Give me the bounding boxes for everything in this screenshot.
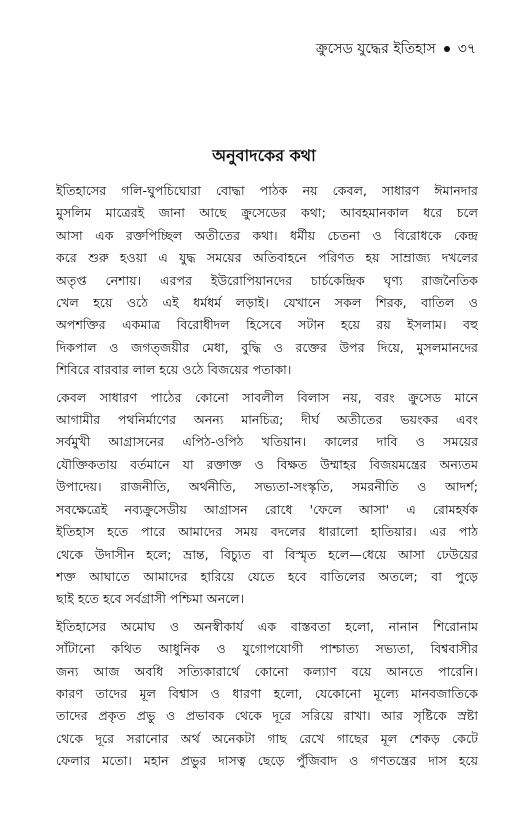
page-number: ৩৭ bbox=[457, 41, 476, 57]
text-line: করে শুরু হওয়া এ যুদ্ধ সময়ের অতিবাহনে পরিণত হয় সাম্রাজ্য দখলের bbox=[56, 250, 478, 266]
text-line: দিকপাল ও জগত্জয়ীর মেধা, বুদ্ধি ও রক্তের উপর দিয়ে, মুসলমানদের bbox=[56, 339, 478, 355]
text-line: থেকে দূরে সরানোর অর্থ অনেকটা গাছ রেখে গাছের মূল শেকড় কেটে bbox=[56, 730, 478, 746]
running-title: ক্রুসেড যুদ্ধের ইতিহাস bbox=[315, 41, 436, 57]
text-line: ফেলার মতো। মহান প্রভুর দাসত্ব ছেড়ে পুঁজিবাদ ও গণতন্ত্রের দাস হয়ে bbox=[56, 753, 478, 769]
text-line: সর্বমুখী আগ্রাসনের এপিঠ-ওপিঠ খতিয়ান। কালের দাবি ও সময়ের bbox=[56, 434, 478, 450]
paragraph-2 bbox=[56, 387, 478, 611]
text-line: ইতিহাসের অমোঘ ও অনস্বীকার্য এক বাস্তবতা হলো, নানান শিরোনাম bbox=[56, 618, 478, 634]
text-line: আগামীর পথনির্মাণের অনন্য মানচিত্র; দীর্ঘ অতীতের ভয়ংকর এবং bbox=[56, 412, 478, 428]
text-line: শিবিরে বারবার লাল হয়ে ওঠে বিজয়ের পতাকা। bbox=[56, 362, 292, 378]
text-line: ছাই হতে হবে সর্বগ্রাসী পশ্চিমা অনলে। bbox=[56, 591, 245, 607]
text-line: কারণ তাদের মূল বিশ্বাস ও ধারণা হলো, যেকোনো মূল্যে মানবজাতিকে bbox=[56, 685, 478, 701]
chapter-title: অনুবাদকের কথা bbox=[212, 146, 316, 165]
text-line: জন্য আজ অবধি সত্যিকারার্থে কোনো কল্যাণ বয়ে আনতে পারেনি। bbox=[56, 663, 478, 679]
text-line: সাঁটানো কথিত আধুনিক ও যুগোপযোগী পাশ্চাত্য সভ্যতা, বিশ্ববাসীর bbox=[56, 641, 478, 657]
text-line: উপাদেয়। রাজনীতি, অর্থনীতি, সভ্যতা-সংস্কৃতি, সমরনীতি ও আদর্শ; bbox=[56, 479, 478, 495]
body-text bbox=[56, 180, 478, 778]
text-line: সবক্ষেত্রেই নব্যক্রুসেডীয় আগ্রাসন রোধে 'ফেলে আসা' এ রোমহর্ষক bbox=[56, 501, 478, 517]
text-line: খেল হয়ে ওঠে এই ধর্মধর্ম লড়াই। যেখানে সকল শিরক, বাতিল ও bbox=[56, 295, 478, 311]
text-line: অতৃপ্ত নেশায়। এরপর ইউরোপিয়ানদের চার্চকেন্দ্রিক ঘৃণ্য রাজনৈতিক bbox=[56, 272, 478, 288]
text-line: থেকে উদাসীন হলে; ভ্রান্ত, বিচ্যুত বা বিস্মৃত হলে—ধেয়ে আসা ঢেউয়ের bbox=[56, 546, 478, 562]
bullet-icon bbox=[444, 46, 450, 52]
text-line: অপশক্তির একমাত্র বিরোধীদল হিসেবে সটান হয়ে রয় ইসলাম। বহু bbox=[56, 317, 478, 333]
text-line: মুসলিম মাত্রেরই জানা আছে ক্রুসেডের কথা; আবহমানকাল ধরে চলে bbox=[56, 205, 478, 221]
text-line: ইতিহাসের গলি-ঘুপচিঘোরা বোদ্ধা পাঠক নয় কেবল, সাধারণ ঈমানদার bbox=[56, 183, 478, 198]
text-line: তাদের প্রকৃত প্রভু ও প্রভাবক থেকে দূরে সরিয়ে রাখা। আর সৃষ্টিকে স্রষ্টা bbox=[56, 708, 478, 724]
text-line: শক্ত আঘাতে আমাদের হারিয়ে যেতে হবে বাতিলের অতলে; বা পুড়ে bbox=[56, 568, 478, 584]
text-line: কেবল সাধারণ পাঠের কোনো সাবলীল বিলাস নয়, বরং ক্রুসেড মানে bbox=[56, 389, 478, 405]
text-line: ইতিহাস হতে পারে আমাদের সময় বদলের ধারালো হাতিয়ার। এর পাঠ bbox=[56, 524, 478, 540]
paragraph-3 bbox=[56, 616, 478, 773]
text-line: যৌক্তিকতায় বর্তমানে যা রক্তাক্ত ও বিক্ষত উম্মাহর বিজয়মন্ত্রের অন্যতম bbox=[56, 456, 478, 472]
paragraph-1 bbox=[56, 180, 478, 382]
running-header bbox=[316, 40, 476, 58]
text-line: আসা এক রক্তপিচ্ছিল অতীতের কথা। ধর্মীয় চেতনা ও বিরোধকে কেন্দ্র bbox=[56, 227, 478, 243]
